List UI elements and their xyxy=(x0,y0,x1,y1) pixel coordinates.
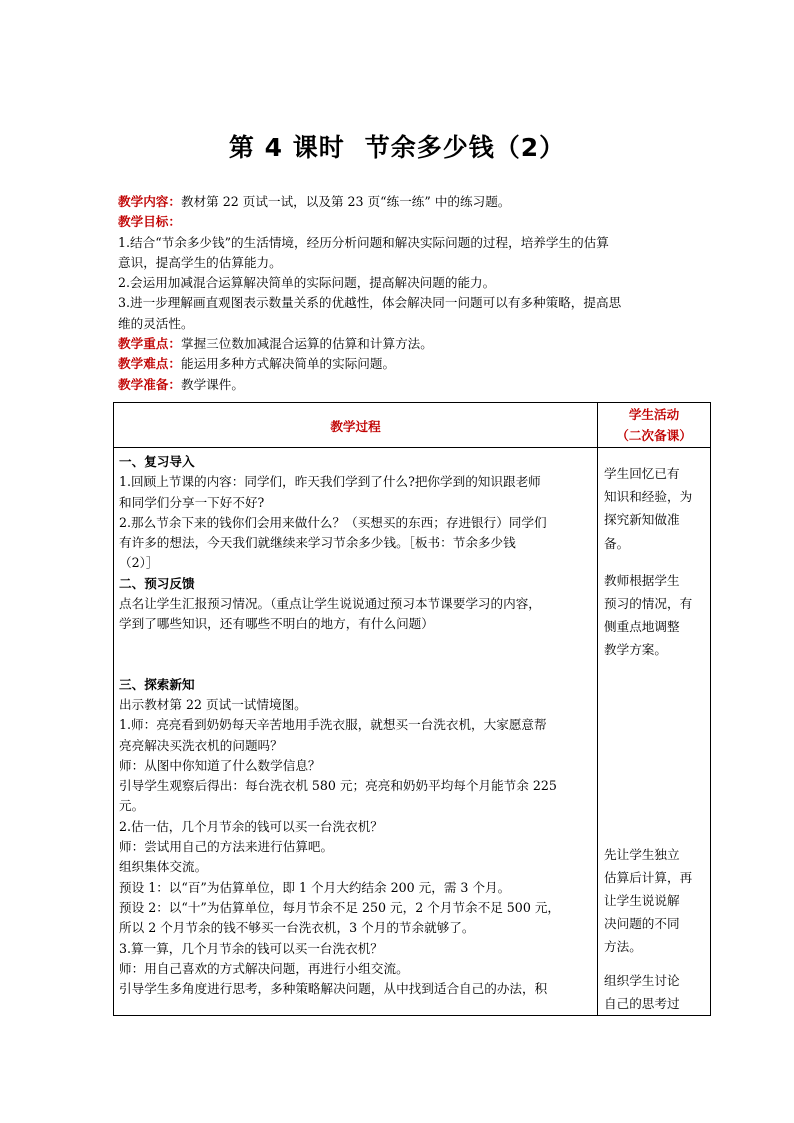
text-line: 1.回顾上节课的内容：同学们，昨天我们学到了什么?把你学到的知识跟老师 xyxy=(119,474,541,490)
text-line: 元。 xyxy=(119,798,145,814)
activity-line: 方法。 xyxy=(604,939,642,955)
section-preview: 二、预习反馈 xyxy=(119,575,195,591)
activity-line: 让学生说说解 xyxy=(604,893,680,909)
difficulty-label: 教学难点： xyxy=(118,356,181,372)
activity-line: 教师根据学生 xyxy=(604,572,680,588)
key-line xyxy=(118,334,698,354)
text-line: 3.算一算，几个月节余的钱可以买一台洗衣机？ xyxy=(119,940,383,956)
activity-line: 自己的思考过 xyxy=(604,995,680,1011)
text-line: 2.那么节余下来的钱你们会用来做什么？（买想买的东西；存进银行）同学们 xyxy=(119,514,547,530)
text-line: 预设 1：以“百”为估算单位，即 1 个月大约结余 200 元，需 3 个月。 xyxy=(119,879,511,895)
lesson-intro xyxy=(118,192,698,395)
goal-2: 2.会运用加减混合运算解决简单的实际问题，提高解决问题的能力。 xyxy=(118,275,496,291)
lesson-table xyxy=(113,402,711,1016)
activity-line: 探究新知做准 xyxy=(604,512,680,528)
text-line: 点名让学生汇报预习情况。（重点让学生说说通过预习本节课要学习的内容， xyxy=(119,596,541,612)
spacer xyxy=(119,635,593,675)
text-line: 组织集体交流。 xyxy=(119,859,208,875)
activity-line: 决问题的不同 xyxy=(604,916,680,932)
text-line: 和同学们分享一下好不好? xyxy=(119,494,265,510)
process-cell xyxy=(114,448,598,1016)
key-text: 掌握三位数加减混合运算的估算和计算方法。 xyxy=(180,336,433,352)
activity-line: 教学方案。 xyxy=(604,642,667,658)
activity-line: 备。 xyxy=(604,535,630,551)
activity-line: 先让学生独立 xyxy=(604,846,680,862)
content-text: 教材第 22 页试一试，以及第 23 页“练一练” 中的练习题。 xyxy=(180,194,511,209)
text-line: 所以 2 个月节余的钱不够买一台洗衣机，3 个月的节余就够了。 xyxy=(119,920,475,936)
text-line: 1.师：亮亮看到奶奶每天辛苦地用手洗衣服，就想买一台洗衣机，大家愿意帮 xyxy=(119,717,547,733)
activity-line: 知识和经验，为 xyxy=(604,489,693,505)
content-label: 教学内容： xyxy=(118,194,181,209)
text-line: 师：用自己喜欢的方式解决问题，再进行小组交流。 xyxy=(119,960,409,976)
goals-label: 教学目标： xyxy=(118,214,181,230)
section-review: 一、复习导入 xyxy=(119,454,195,469)
content-line xyxy=(118,192,698,212)
text-line: 学到了哪些知识，还有哪些不明白的地方，有什么问题） xyxy=(119,616,434,632)
table-header-row xyxy=(114,403,711,448)
header-activity-line1: 学生活动 xyxy=(628,407,680,422)
text-line: （2）］ xyxy=(119,555,159,571)
activity-line: 组织学生讨论 xyxy=(604,972,680,988)
goal-1b: 意识，提高学生的估算能力。 xyxy=(118,254,282,270)
difficulty-line xyxy=(118,354,698,374)
text-line: 预设 2：以“十”为估算单位，每月节余不足 250 元，2 个月节余不足 500 元， xyxy=(119,899,561,915)
activity-line: 预习的情况，有 xyxy=(604,596,693,612)
lesson-number: 第 4 课时 xyxy=(228,133,345,162)
text-line: 引导学生观察后得出：每台洗衣机 580 元；亮亮和奶奶平均每个月能节余 225 xyxy=(119,778,557,794)
text-line: 有许多的想法，今天我们就继续来学习节余多少钱。［板书：节余多少钱 xyxy=(119,535,516,551)
activity-line: 侧重点地调整 xyxy=(604,619,680,635)
text-line: 师：尝试用自己的方法来进行估算吧。 xyxy=(119,839,334,855)
goal-1a: 1.结合“节余多少钱”的生活情境，经历分析问题和解决实际问题的过程，培养学生的估算 xyxy=(118,234,609,250)
text-line: 出示教材第 22 页试一试情境图。 xyxy=(119,696,307,712)
prep-line xyxy=(118,375,698,395)
text-line: 师：从图中你知道了什么数学信息？ xyxy=(119,757,321,773)
header-activity-line2: （二次备课） xyxy=(616,428,692,443)
activity-line: 学生回忆已有 xyxy=(604,466,680,481)
page-title xyxy=(0,128,794,164)
goal-3b: 维的灵活性。 xyxy=(118,315,194,331)
key-label: 教学重点： xyxy=(118,336,181,352)
goals-line xyxy=(118,212,698,232)
text-line: 2.估一估，几个月节余的钱可以买一台洗衣机？ xyxy=(119,818,383,834)
activity-cell xyxy=(598,448,711,1016)
goal-3a: 3.进一步理解画直观图表示数量关系的优越性，体会解决同一问题可以有多种策略，提高思 xyxy=(118,295,622,311)
text-line: 引导学生多角度进行思考，多种策略解决问题，从中找到适合自己的办法，积 xyxy=(119,981,548,997)
text-line: 亮亮解决买洗衣机的问题吗？ xyxy=(119,737,283,753)
activity-line: 估算后计算，再 xyxy=(604,869,693,885)
lesson-name: 节余多少钱（2） xyxy=(364,133,566,162)
header-activity xyxy=(598,403,711,448)
table-body-row xyxy=(114,448,711,1016)
header-process: 教学过程 xyxy=(114,403,598,448)
difficulty-text: 能运用多种方式解决简单的实际问题。 xyxy=(180,356,396,372)
section-explore: 三、探索新知 xyxy=(119,676,195,692)
prep-text: 教学课件。 xyxy=(180,376,244,392)
prep-label: 教学准备： xyxy=(118,376,181,392)
